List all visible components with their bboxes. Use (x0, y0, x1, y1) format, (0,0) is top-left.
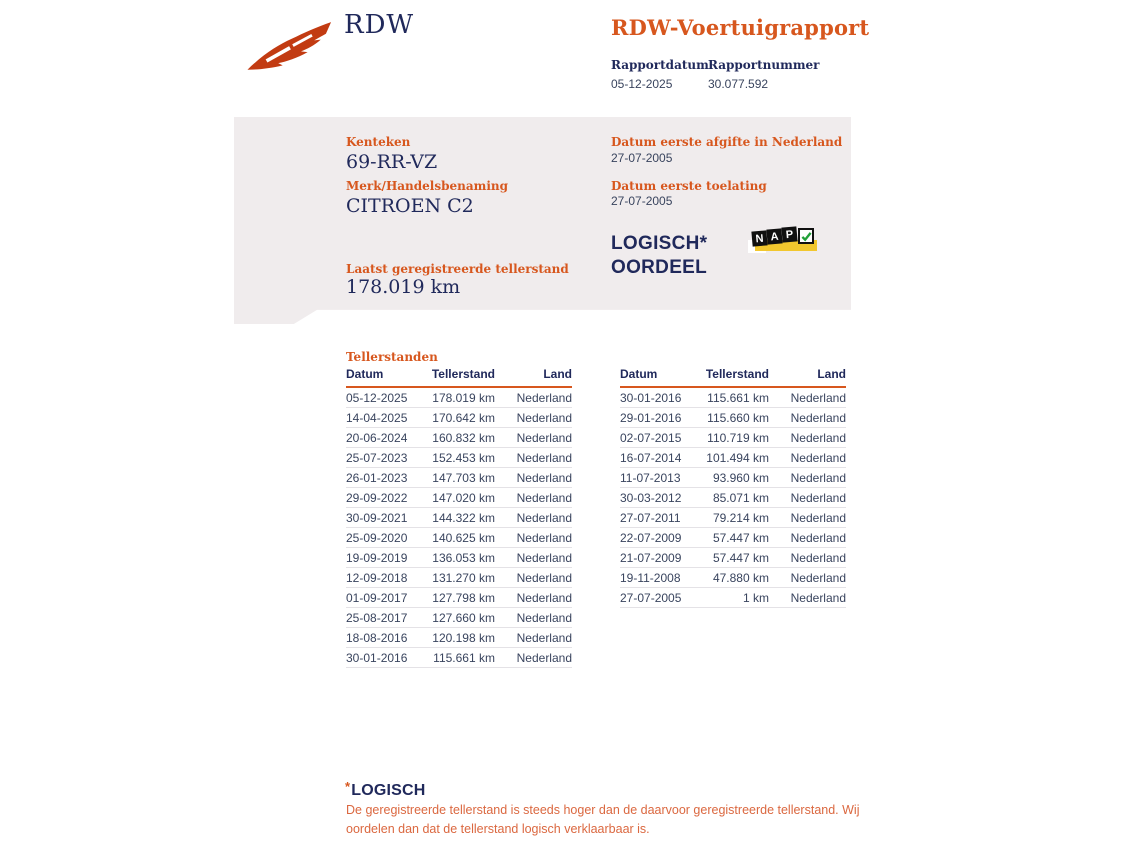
table-cell: 30-01-2016 (620, 387, 702, 408)
table-cell: 147.703 km (428, 468, 495, 488)
table-cell: Nederland (495, 387, 572, 408)
table-cell: 178.019 km (428, 387, 495, 408)
table-cell: 19-11-2008 (620, 568, 702, 588)
table-row (620, 468, 846, 488)
table-cell: 115.660 km (702, 408, 769, 428)
table-cell: Nederland (769, 408, 846, 428)
report-number-block (708, 58, 819, 91)
table-cell: 57.447 km (702, 528, 769, 548)
table-cell: 02-07-2015 (620, 428, 702, 448)
table-cell: 170.642 km (428, 408, 495, 428)
table-cell: 93.960 km (702, 468, 769, 488)
tellerstand-label: Laatst geregistreerde tellerstand (346, 262, 569, 276)
toelating-value: 27-07-2005 (611, 194, 673, 208)
table-cell: Nederland (769, 448, 846, 468)
table-cell: 140.625 km (428, 528, 495, 548)
footnote-text: De geregistreerde tellerstand is steeds hoger dan de daarvoor geregistreerde tellerstand. Wij oordelen dan dat de tellerstand logisch verklaarbaar is. (346, 803, 860, 836)
nap-checkmark-icon (798, 228, 814, 244)
report-number-label: Rapportnummer (708, 58, 820, 72)
table-cell: 20-06-2024 (346, 428, 428, 448)
table-cell: 144.322 km (428, 508, 495, 528)
table-row (620, 387, 846, 408)
table-cell: 29-09-2022 (346, 488, 428, 508)
table-cell: 30-03-2012 (620, 488, 702, 508)
oordeel-line2: OORDEEL (611, 257, 708, 278)
table-row (620, 448, 846, 468)
table-cell: Nederland (769, 588, 846, 608)
table-cell: 127.798 km (428, 588, 495, 608)
table-row (346, 408, 572, 428)
table-cell: Nederland (495, 488, 572, 508)
table-cell: 25-07-2023 (346, 448, 428, 468)
footnote-asterisk: * (345, 779, 351, 794)
table-cell: 127.660 km (428, 608, 495, 628)
table-cell: 30-09-2021 (346, 508, 428, 528)
column-header-land: Land (769, 365, 846, 387)
afgifte-label: Datum eerste afgifte in Nederland (611, 135, 843, 149)
table-cell: 147.020 km (428, 488, 495, 508)
table-cell: 14-04-2025 (346, 408, 428, 428)
table-cell: 29-01-2016 (620, 408, 702, 428)
table-cell: 131.270 km (428, 568, 495, 588)
footnote-heading (345, 779, 426, 800)
table-cell: Nederland (769, 387, 846, 408)
table-cell: Nederland (495, 608, 572, 628)
table-row (620, 488, 846, 508)
table-cell: 1 km (702, 588, 769, 608)
column-header-datum: Datum (346, 365, 428, 387)
table-cell: 85.071 km (702, 488, 769, 508)
table-cell: 115.661 km (428, 648, 495, 668)
table-cell: 18-08-2016 (346, 628, 428, 648)
table-cell: 16-07-2014 (620, 448, 702, 468)
table-row (346, 528, 572, 548)
table-cell: 136.053 km (428, 548, 495, 568)
nap-logo (752, 226, 822, 256)
table-cell: 152.453 km (428, 448, 495, 468)
report-meta (611, 58, 830, 91)
table-row (620, 548, 846, 568)
table-row (346, 548, 572, 568)
table-cell: 27-07-2005 (620, 588, 702, 608)
report-number-value: 30.077.592 (708, 77, 769, 91)
oordeel-line1: LOGISCH* (611, 233, 708, 254)
table-cell: 30-01-2016 (346, 648, 428, 668)
table-cell: Nederland (495, 568, 572, 588)
column-header-datum: Datum (620, 365, 702, 387)
table-row (620, 568, 846, 588)
tellerstanden-section-title: Tellerstanden (346, 350, 438, 364)
table-cell: Nederland (769, 488, 846, 508)
nap-letter-p: P (781, 226, 797, 242)
table-cell: Nederland (769, 548, 846, 568)
table-cell: Nederland (495, 628, 572, 648)
table-cell: 160.832 km (428, 428, 495, 448)
table-cell: 26-01-2023 (346, 468, 428, 488)
table-cell: 11-07-2013 (620, 468, 702, 488)
table-cell: Nederland (495, 588, 572, 608)
table-cell: 110.719 km (702, 428, 769, 448)
report-date-block (611, 58, 709, 91)
table-cell: 115.661 km (702, 387, 769, 408)
table-cell: 47.880 km (702, 568, 769, 588)
table-row (346, 428, 572, 448)
column-header-land: Land (495, 365, 572, 387)
nap-letter-a: A (766, 228, 782, 244)
table-cell: Nederland (495, 468, 572, 488)
table-cell: 19-09-2019 (346, 548, 428, 568)
afgifte-value: 27-07-2005 (611, 151, 673, 165)
footnote-title: LOGISCH (351, 782, 426, 799)
table-cell: Nederland (769, 528, 846, 548)
table-cell: 21-07-2009 (620, 548, 702, 568)
table-cell: 120.198 km (428, 628, 495, 648)
table-cell: 101.494 km (702, 448, 769, 468)
rdw-wordmark: RDW (344, 10, 415, 40)
tellerstand-value: 178.019 km (346, 276, 461, 298)
nap-letter-n: N (751, 230, 767, 246)
report-date-value: 05-12-2025 (611, 77, 673, 91)
table-cell: 25-08-2017 (346, 608, 428, 628)
tellerstanden-table-right (620, 365, 846, 608)
table-cell: 22-07-2009 (620, 528, 702, 548)
report-title: RDW-Voertuigrapport (611, 15, 870, 40)
table-cell: Nederland (769, 508, 846, 528)
table-cell: Nederland (495, 448, 572, 468)
kenteken-label: Kenteken (346, 135, 411, 149)
column-header-tellerstand: Tellerstand (702, 365, 769, 387)
table-row (346, 568, 572, 588)
table-cell: Nederland (769, 468, 846, 488)
table-cell: Nederland (495, 408, 572, 428)
table-row (346, 608, 572, 628)
table-cell: Nederland (769, 428, 846, 448)
table-cell: Nederland (495, 648, 572, 668)
table-cell: Nederland (495, 428, 572, 448)
table-row (346, 628, 572, 648)
table-cell: Nederland (495, 528, 572, 548)
table-cell: 25-09-2020 (346, 528, 428, 548)
oordeel-verdict (611, 232, 707, 280)
table-row (346, 588, 572, 608)
table-header-row (346, 365, 572, 387)
column-header-tellerstand: Tellerstand (428, 365, 495, 387)
table-row (620, 528, 846, 548)
table-cell: Nederland (495, 548, 572, 568)
table-header-row (620, 365, 846, 387)
table-cell: 05-12-2025 (346, 387, 428, 408)
toelating-label: Datum eerste toelating (611, 179, 767, 193)
table-row (620, 588, 846, 608)
table-cell: 12-09-2018 (346, 568, 428, 588)
merk-label: Merk/Handelsbenaming (346, 179, 509, 193)
rdw-logo-icon (246, 20, 334, 74)
kenteken-value: 69-RR-VZ (346, 151, 438, 173)
table-row (346, 508, 572, 528)
table-row (346, 448, 572, 468)
table-row (346, 488, 572, 508)
table-cell: Nederland (769, 568, 846, 588)
table-row (346, 387, 572, 408)
merk-value: CITROEN C2 (346, 195, 474, 217)
table-row (620, 508, 846, 528)
table-cell: 57.447 km (702, 548, 769, 568)
table-cell: 79.214 km (702, 508, 769, 528)
table-cell: Nederland (495, 508, 572, 528)
table-row (620, 408, 846, 428)
table-row (346, 648, 572, 668)
table-row (620, 428, 846, 448)
table-cell: 27-07-2011 (620, 508, 702, 528)
table-cell: 01-09-2017 (346, 588, 428, 608)
report-date-label: Rapportdatum (611, 58, 709, 72)
table-row (346, 468, 572, 488)
tellerstanden-table-left (346, 365, 572, 668)
